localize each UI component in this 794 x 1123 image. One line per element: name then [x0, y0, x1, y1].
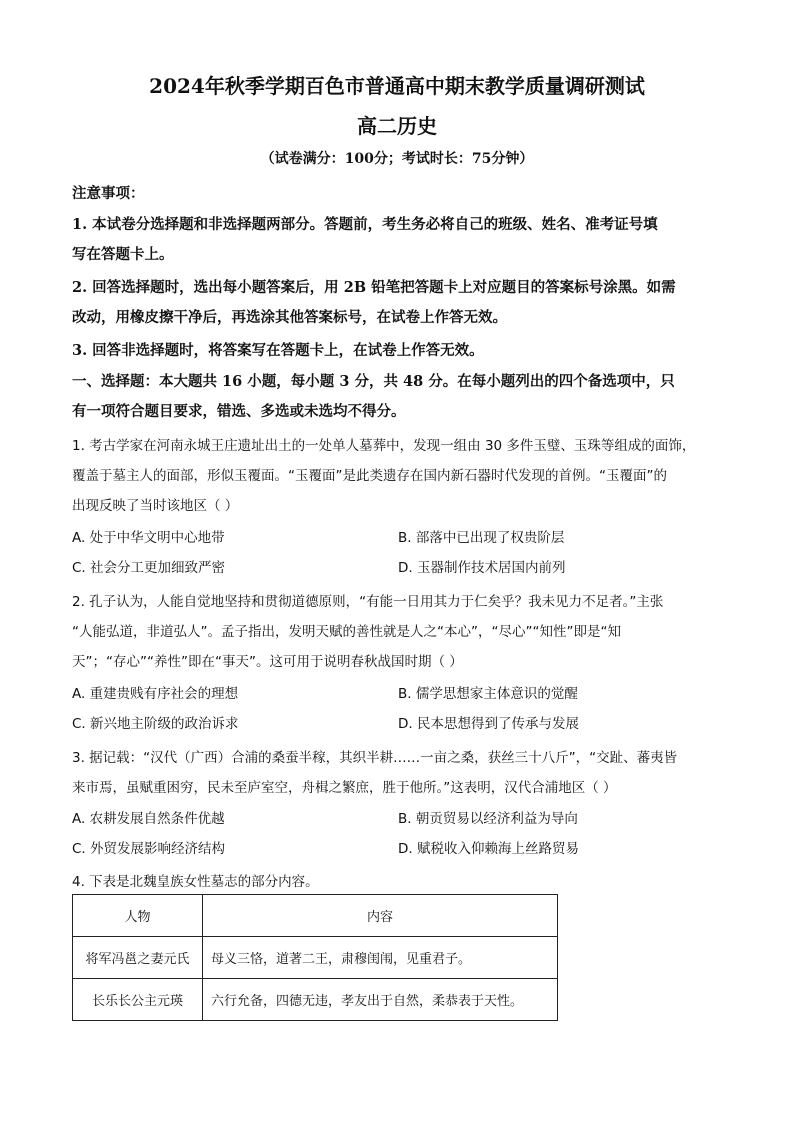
q2-option-c: C. 新兴地主阶级的政治诉求 [72, 716, 239, 732]
notes-line: 3. 回答非选择题时，将答案写在答题卡上，在试卷上作答无效。 [72, 342, 484, 359]
question-2-text: “人能弘道，非道弘人”。孟子指出，发明天赋的善性就是人之“本心”，“尽心”“知性”即是“知 [72, 624, 621, 640]
score-info: （试卷满分：100分；考试时长：75分钟） [260, 151, 534, 167]
question-3-text: 来市焉，虽赋重困穷，民未至庐室空，舟楫之繁庶，胜于他所。”这表明，汉代合浦地区（ ） [72, 780, 617, 796]
table-cell: 长乐长公主元瑛 [73, 979, 203, 1021]
q3-option-c: C. 外贸发展影响经济结构 [72, 841, 226, 857]
notes-line: 2. 回答选择题时，选出每小题答案后，用 2B 铅笔把答题卡上对应题目的答案标号涂黑。如需 [72, 279, 676, 296]
table-header-cell: 人物 [73, 895, 203, 937]
subject-title: 高二历史 [357, 114, 437, 138]
table-cell: 母义三恪，道著二王，肃穆闺闱，见重君子。 [203, 937, 558, 979]
table-cell: 六行允备，四德无违，孝友出于自然，柔恭表于天性。 [203, 979, 558, 1021]
question-3-text: 3. 据记载：“汉代（广西）合浦的桑蚕半稼，其织半耕……一亩之桑，获丝三十八斤”，“交趾、蕃夷皆 [72, 750, 678, 766]
q3-option-d: D. 赋税收入仰赖海上丝路贸易 [398, 841, 579, 857]
table-cell: 将军冯邕之妻元氏 [73, 937, 203, 979]
table-header-cell: 内容 [203, 895, 558, 937]
notes-heading: 注意事项： [72, 185, 145, 202]
q2-option-b: B. 儒学思想家主体意识的觉醒 [398, 686, 578, 702]
question-1-text: 1. 考古学家在河南永城王庄遗址出土的一处单人墓葬中，发现一组由 30 多件玉璧、玉珠等组成的面饰， [72, 438, 696, 454]
question-4-text: 4. 下表是北魏皇族女性墓志的部分内容。 [72, 874, 319, 890]
question-2-text: 2. 孔子认为，人能自觉地坚持和贯彻道德原则，“有能一日用其力于仁矣乎？我未见力不足者。”主张 [72, 594, 664, 610]
q1-option-d: D. 玉器制作技术居国内前列 [398, 560, 566, 576]
q3-option-b: B. 朝贡贸易以经济利益为导向 [398, 811, 578, 827]
q1-option-b: B. 部落中已出现了权贵阶层 [398, 530, 565, 546]
q3-option-a: A. 农耕发展自然条件优越 [72, 811, 225, 827]
q4-table [72, 894, 558, 1021]
q1-option-a: A. 处于中华文明中心地带 [72, 530, 225, 546]
notes-line: 1. 本试卷分选择题和非选择题两部分。答题前，考生务必将自己的班级、姓名、准考证号填 [72, 216, 658, 233]
q2-option-d: D. 民本思想得到了传承与发展 [398, 716, 579, 732]
q2-option-a: A. 重建贵贱有序社会的理想 [72, 686, 239, 702]
q1-option-c: C. 社会分工更加细致严密 [72, 560, 226, 576]
exam-title: 2024年秋季学期百色市普通高中期末教学质量调研测试 [149, 74, 645, 98]
question-1-text: 覆盖于墓主人的面部，形似玉覆面。“玉覆面”是此类遗存在国内新石器时代发现的首例。“玉覆面”的 [72, 468, 667, 484]
question-2-text: 天”；“存心”“养性”即在“事天”。这可用于说明春秋战国时期（ ） [72, 654, 463, 670]
table-header-row [73, 895, 558, 937]
notes-line: 写在答题卡上。 [72, 246, 174, 263]
table-row [73, 979, 558, 1021]
notes-line: 改动，用橡皮擦干净后，再选涂其他答案标号，在试卷上作答无效。 [72, 309, 507, 326]
section-heading: 一、选择题：本大题共 16 小题，每小题 3 分，共 48 分。在每小题列出的四个备选项中，只 [72, 373, 675, 390]
section-heading: 有一项符合题目要求，错选、多选或未选均不得分。 [72, 403, 406, 420]
question-1-text: 出现反映了当时该地区（ ） [72, 498, 239, 514]
table-row [73, 937, 558, 979]
